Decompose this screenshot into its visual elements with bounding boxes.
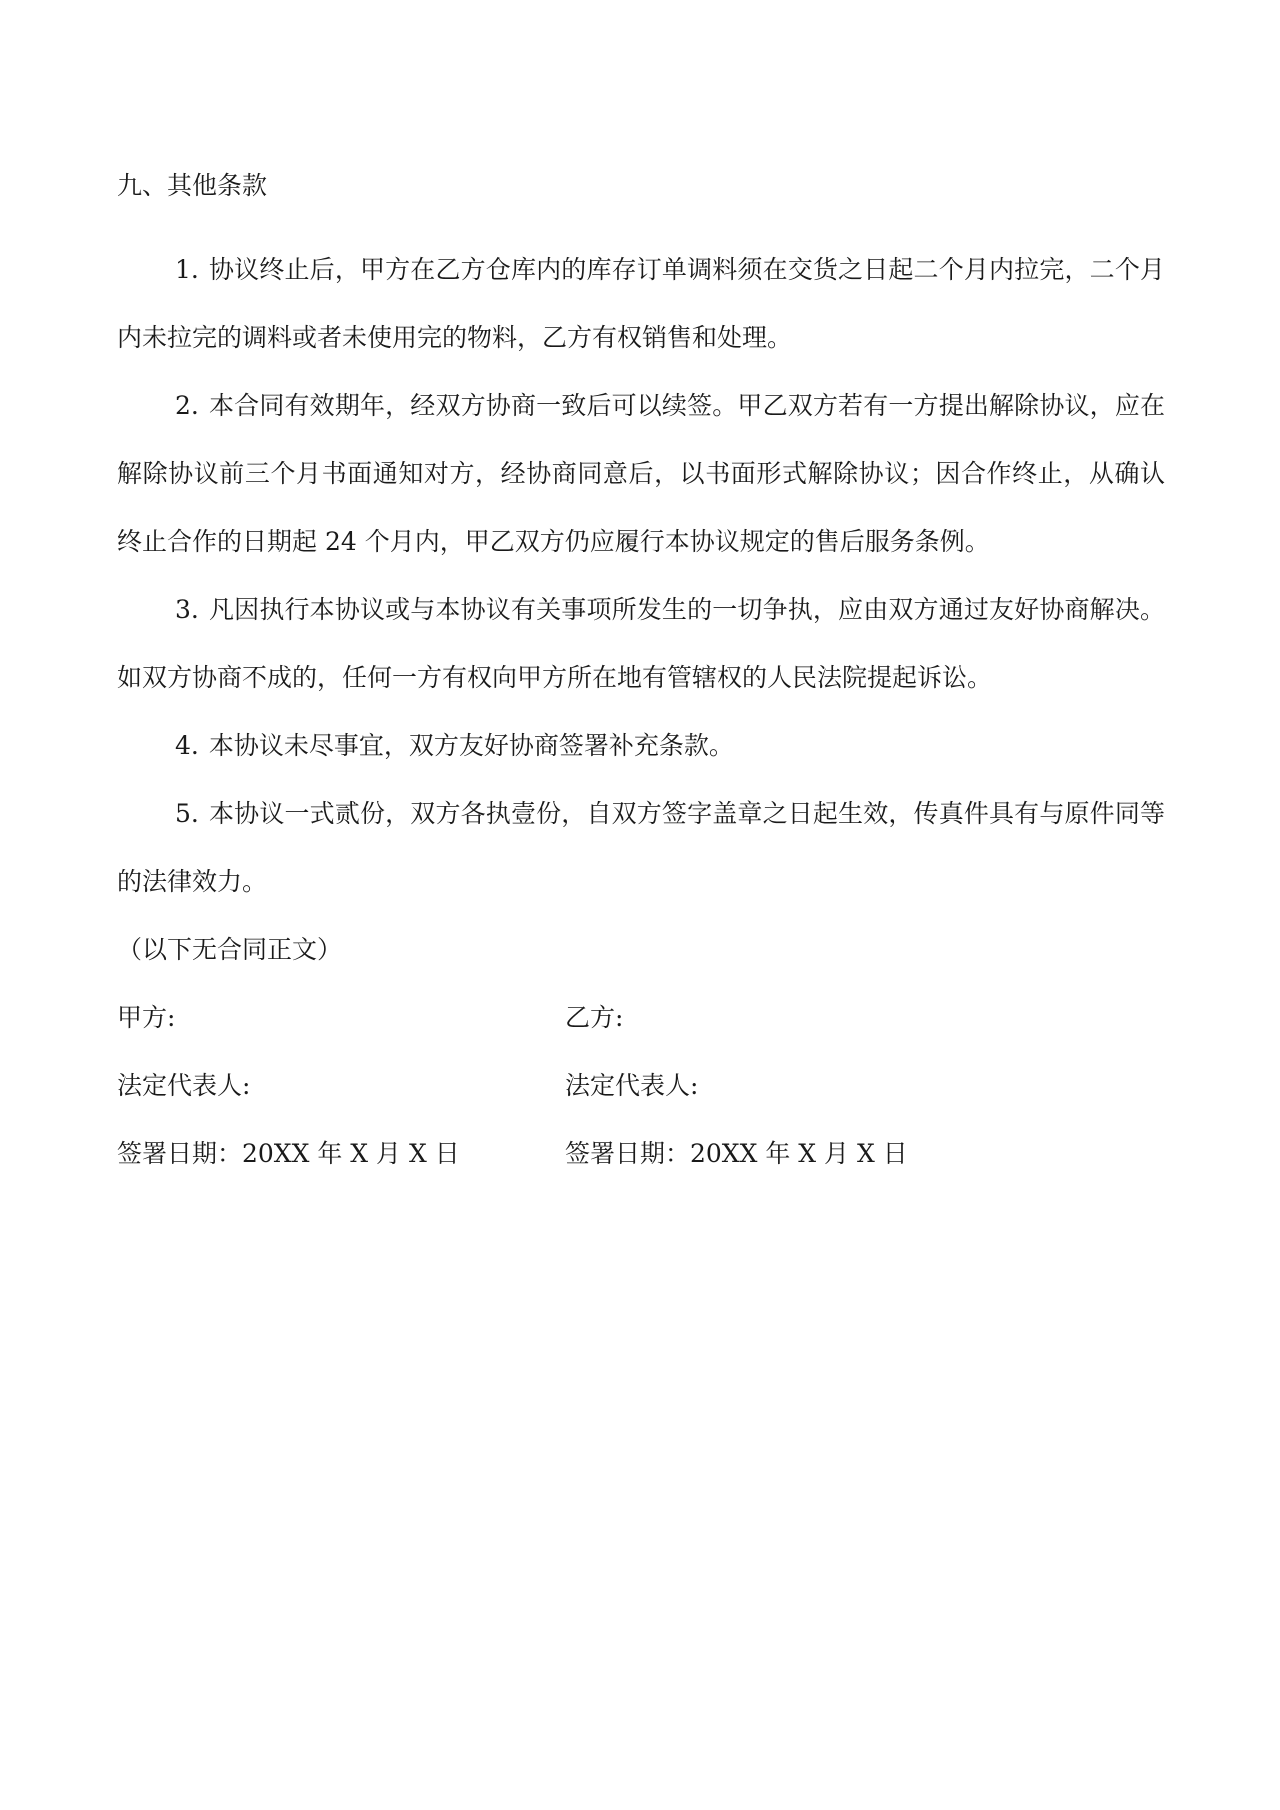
- end-note: （以下无合同正文）: [117, 935, 343, 964]
- clause-number: 3.: [175, 595, 199, 624]
- section-title: 九、其他条款: [117, 171, 268, 200]
- clause-1: [117, 236, 1165, 372]
- party-a-label: 甲方:: [117, 1003, 176, 1032]
- clause-3: [117, 576, 1165, 712]
- clause-number: 5.: [175, 799, 199, 828]
- party-b-date-label: 签署日期：20XX 年 X 月 X 日: [565, 1139, 908, 1168]
- signature-block: [117, 984, 1165, 1188]
- party-a-date-label: 签署日期：20XX 年 X 月 X 日: [117, 1139, 460, 1168]
- party-b-rep-label: 法定代表人:: [565, 1071, 699, 1100]
- clause-text: 协议终止后，甲方在乙方仓库内的库存订单调料须在交货之日起二个月内拉完，二个月内未拉完的调料或者未使用完的物料，乙方有权销售和处理。: [117, 255, 1165, 352]
- clause-4: [117, 712, 1165, 780]
- clause-text: 凡因执行本协议或与本协议有关事项所发生的一切争执，应由双方通过友好协商解决。如双方协商不成的，任何一方有权向甲方所在地有管辖权的人民法院提起诉讼。: [117, 595, 1165, 692]
- clause-5: [117, 780, 1165, 916]
- signature-rep-row: [117, 1052, 1165, 1120]
- clause-number: 4.: [175, 731, 199, 760]
- signature-date-row: [117, 1120, 1165, 1188]
- clause-number: 1.: [175, 255, 199, 284]
- clause-text: 本合同有效期年，经双方协商一致后可以续签。甲乙双方若有一方提出解除协议，应在解除协议前三个月书面通知对方，经协商同意后，以书面形式解除协议；因合作终止，从确认终止合作的日期起 24 个月内，甲乙双方仍应履行本协议规定的售后服务条例。: [117, 391, 1165, 556]
- signature-party-row: [117, 984, 1165, 1052]
- clause-text: 本协议未尽事宜，双方友好协商签署补充条款。: [208, 731, 734, 760]
- clause-2: [117, 372, 1165, 576]
- party-a-rep-label: 法定代表人:: [117, 1071, 251, 1100]
- clause-number: 2.: [175, 391, 199, 420]
- party-b-label: 乙方:: [565, 1003, 624, 1032]
- clause-text: 本协议一式贰份，双方各执壹份，自双方签字盖章之日起生效，传真件具有与原件同等的法律效力。: [117, 799, 1165, 896]
